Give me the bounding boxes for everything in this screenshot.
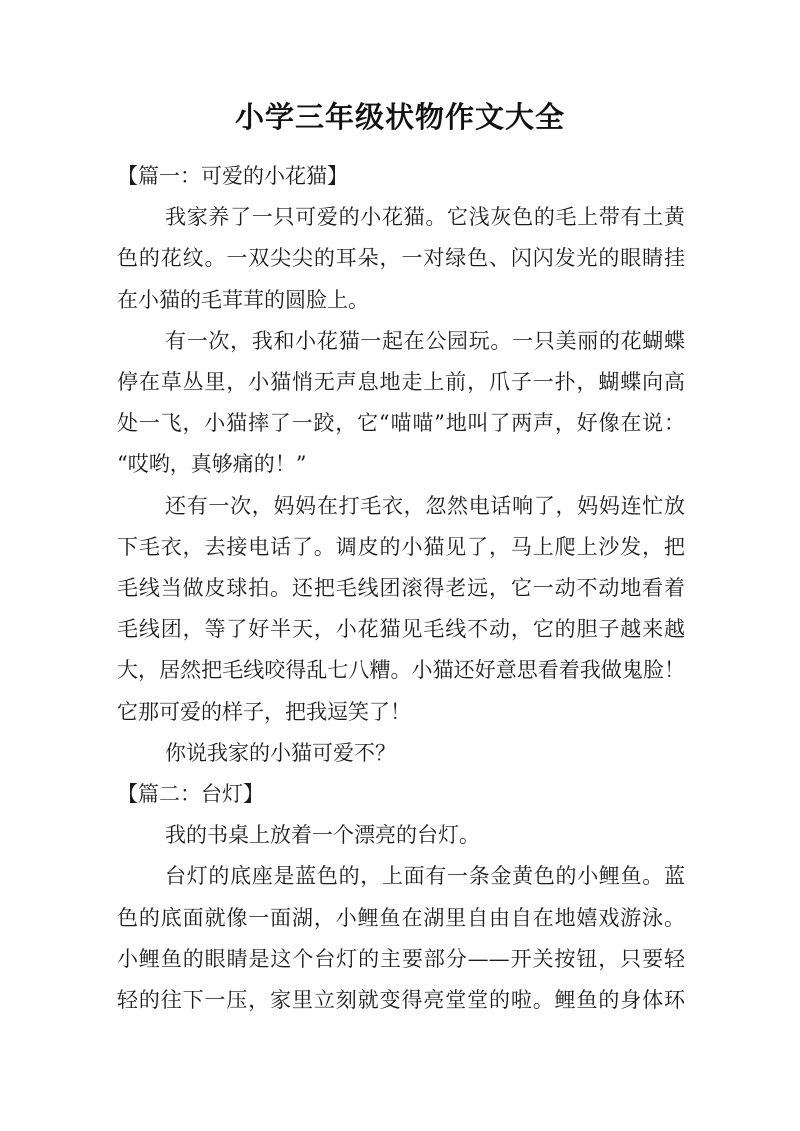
text-line: 毛线当做皮球拍。还把毛线团滚得老远，它一动不动地看着 (117, 576, 685, 601)
text-line: 我的书桌上放着一个漂亮的台灯。 (165, 823, 480, 848)
text-line: 你说我家的小猫可爱不？ (165, 740, 396, 765)
text-line: 还有一次，妈妈在打毛衣，忽然电话响了，妈妈连忙放 (165, 493, 685, 518)
paragraph (117, 733, 685, 774)
text-line: 有一次，我和小花猫一起在公园玩。一只美丽的花蝴蝶 (165, 328, 685, 353)
paragraph (117, 856, 685, 1021)
text-line: 色的花纹。一双尖尖的耳朵，一对绿色、闪闪发光的眼睛挂 (117, 246, 685, 271)
paragraph (117, 197, 685, 321)
document-body (117, 156, 685, 1021)
text-line: 毛线团，等了好半天，小花猫见毛线不动，它的胆子越来越 (117, 617, 685, 642)
text-line: 我家养了一只可爱的小花猫。它浅灰色的毛上带有土黄 (165, 205, 685, 230)
text-line: “哎哟，真够痛的！” (117, 452, 307, 477)
text-line: 在小猫的毛茸茸的圆脸上。 (117, 287, 369, 312)
text-line: 处一飞，小猫摔了一跤，它“喵喵”地叫了两声，好像在说： (117, 411, 685, 436)
text-line: 色的底面就像一面湖，小鲤鱼在湖里自由自在地嬉戏游泳。 (117, 905, 685, 930)
paragraph (117, 321, 685, 486)
section-heading: 【篇一：可爱的小花猫】 (117, 164, 348, 188)
section-heading: 【篇二：台灯】 (117, 782, 264, 807)
text-line: 停在草丛里，小猫悄无声息地走上前，爪子一扑，蝴蝶向高 (117, 370, 685, 395)
text-line: 轻的往下一压，家里立刻就变得亮堂堂的啦。鲤鱼的身体环 (117, 988, 685, 1013)
text-line: 台灯的底座是蓝色的，上面有一条金黄色的小鲤鱼。蓝 (165, 864, 685, 889)
paragraph (117, 486, 685, 733)
text-line: 大，居然把毛线咬得乱七八糟。小猫还好意思看着我做鬼脸！ (117, 658, 685, 683)
text-line: 小鲤鱼的眼睛是这个台灯的主要部分——开关按钮，只要轻 (117, 946, 685, 971)
document-title: 小学三年级状物作文大全 (234, 100, 565, 134)
text-line: 它那可爱的样子，把我逗笑了！ (117, 699, 411, 724)
paragraph (117, 815, 685, 856)
text-line: 下毛衣，去接电话了。调皮的小猫见了，马上爬上沙发，把 (117, 534, 685, 559)
